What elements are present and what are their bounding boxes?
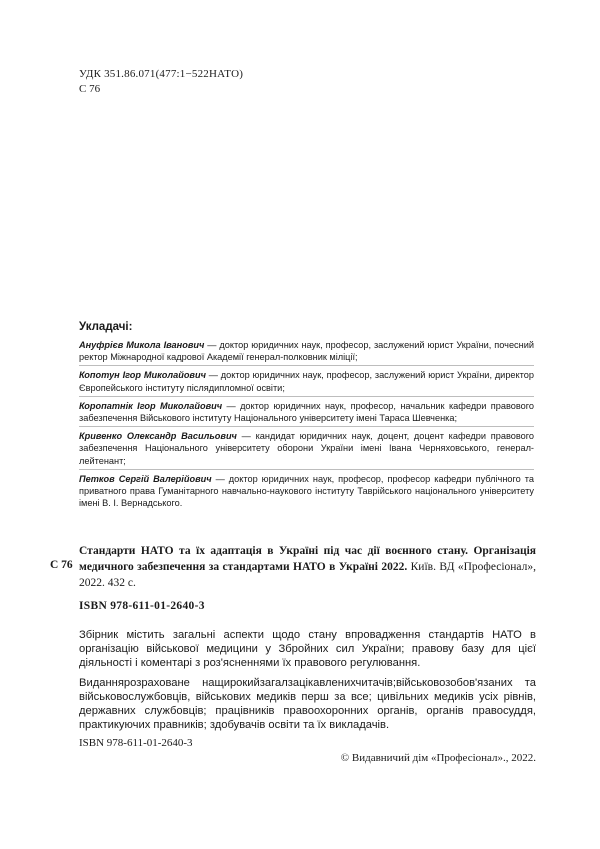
compilers-title: Укладачі: bbox=[79, 321, 133, 333]
book-imprint: Київ. ВД «Професіонал», 2022. 432 с. bbox=[79, 561, 536, 589]
compiler-description: — кандидат юридичних наук, доцент, доцент кафедри правового забезпечення Національного університету оборони України імені Івана Черняховського, генерал-лейтенант; bbox=[79, 431, 534, 466]
isbn-bold: ISBN 978-611-01-2640-3 bbox=[79, 600, 205, 612]
compiler-name: Кривенко Олександр Васильович bbox=[79, 431, 237, 442]
compiler-entry bbox=[79, 368, 534, 396]
compiler-name: Копотун Ігор Миколайович bbox=[79, 370, 206, 381]
compiler-entry bbox=[79, 399, 534, 427]
abstract-paragraph: Збірник містить загальні аспекти щодо стану впровадження стандартів НАТО в організацію військової медицини у Збройних сил України; правову базу для цієї діяльності і коментарі з роз'ясненнями їх правового регулювання. bbox=[79, 629, 536, 670]
compiler-name: Коропатнік Ігор Миколайович bbox=[79, 400, 223, 411]
compiler-description: — доктор юридичних наук, професор, заслужений юрист України, директор Європейського інституту післядипломної освіти; bbox=[79, 370, 534, 393]
compiler-description: — доктор юридичних наук, професор, заслужений юрист України, почесний ректор Міжнародної кадрової Академії генерал-полковник міліції; bbox=[79, 340, 534, 363]
udk-code: УДК 351.86.071(477:1−522НАТО) bbox=[79, 68, 244, 80]
bibliography-class-mark: С 76 bbox=[50, 559, 73, 571]
copyright-notice: © Видавничий дім «Професіонал»., 2022. bbox=[340, 752, 536, 764]
compiler-entry bbox=[79, 472, 534, 512]
compiler-description: — доктор юридичних наук, професор, начальник кафедри правового забезпечення Військового інституту Національного університету імені Тараса Шевченка; bbox=[79, 400, 534, 424]
bibliographic-record bbox=[79, 543, 536, 591]
compiler-name: Ануфрієв Микола Іванович bbox=[79, 340, 205, 350]
abstract bbox=[79, 628, 536, 737]
compiler-entry bbox=[79, 338, 534, 366]
book-title: Стандарти НАТО та їх адаптація в Україні під час дії воєнного стану. Організація медичного забезпечення за стандартами НАТО в Україні 2022. bbox=[79, 545, 536, 573]
compiler-description: — доктор юридичних наук, професор, професор кафедри публічного та приватного права Гуманітарного навчально-наукового інституту Таврійського національного університету імені В. І. Вернадського. bbox=[79, 473, 534, 509]
compiler-entry bbox=[79, 429, 534, 470]
compiler-name: Петков Сергій Валерійович bbox=[79, 473, 212, 484]
isbn-footer: ISBN 978-611-01-2640-3 bbox=[79, 737, 193, 749]
classification-code: С 76 bbox=[79, 83, 101, 95]
abstract-paragraph: Виданнярозраховане нащирокийзагалзацікавленихчитачів;військовозобов'язаних та військовослужбовців, військових медиків перш за все; цивільних медиків усіх рівнів, державних службовців; працівників правоохоронних органів, органів правосуддя, практикуючих правників; здобувачів освіти та їх викладачів. bbox=[79, 676, 536, 732]
compilers-section bbox=[79, 320, 534, 513]
